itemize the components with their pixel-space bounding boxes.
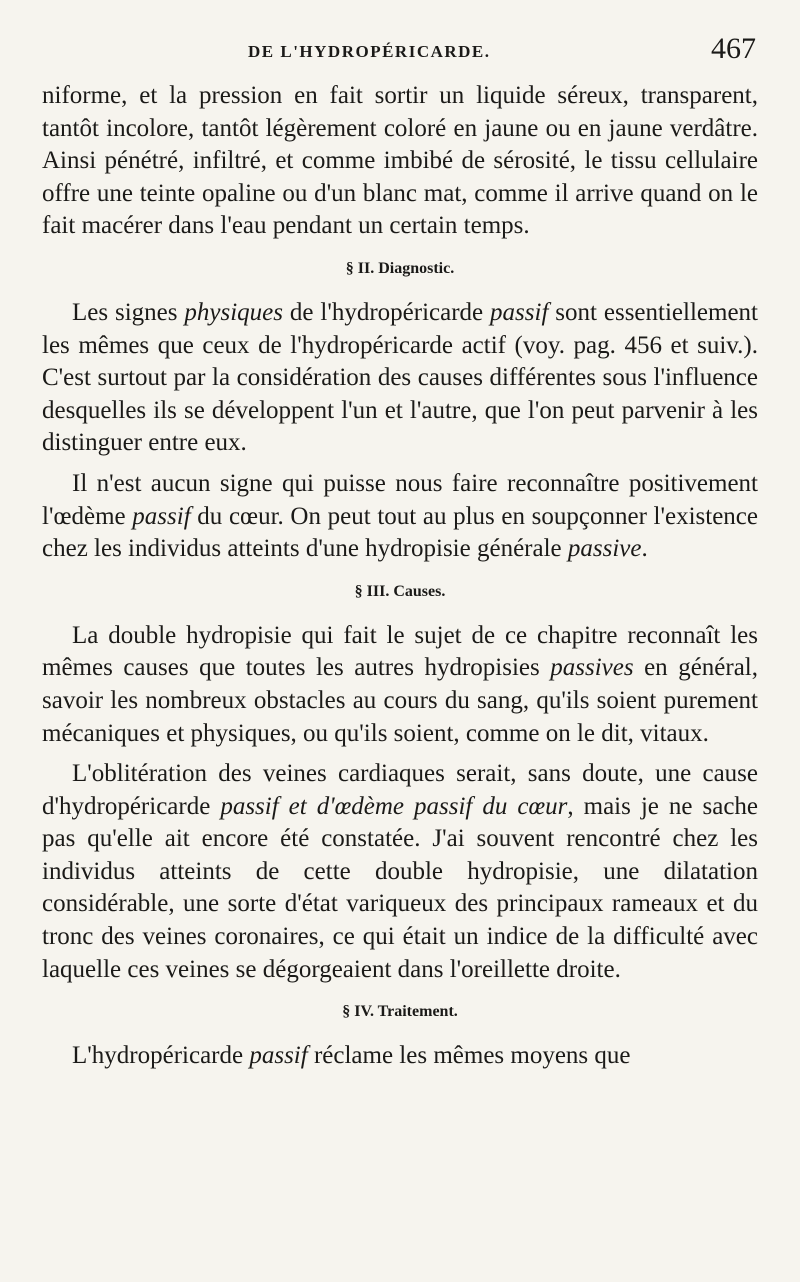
text-run: sont essentiellement les mêmes que ceux de l'hydropéricarde actif (voy. pag. 456 et suiv.). C'est surtout par la considération des causes différentes sous l'influence desquelles ils se développent l'un et l'autre, que l'on peut parvenir à les distinguer entre eux. xyxy=(42,298,758,457)
text-run: L'hydropéricarde xyxy=(72,1042,250,1070)
section-heading-treatment: § IV. Traitement. xyxy=(342,1003,458,1021)
diagnostic-paragraph-2 xyxy=(42,468,758,566)
page-number: 467 xyxy=(711,32,756,65)
italic-run: passif xyxy=(490,298,549,326)
causes-paragraph-2 xyxy=(42,758,758,986)
text-run: Il n'est aucun signe qui puisse nous faire reconnaître positivement l'œdème xyxy=(42,469,758,530)
text-run: L'oblitération des veines cardiaques serait, sans doute, une cause d'hydropéricarde xyxy=(42,760,758,820)
text-run: . xyxy=(641,535,648,563)
text-run: de l'hydropéricarde xyxy=(283,298,491,326)
causes-paragraph-1 xyxy=(42,620,758,750)
diagnostic-paragraph-1 xyxy=(42,297,758,460)
italic-run: passif xyxy=(249,1042,308,1070)
italic-run: physiques xyxy=(184,298,283,326)
italic-run: passive xyxy=(567,535,642,563)
italic-run: passives xyxy=(550,654,634,682)
intro-paragraph: niforme, et la pression en fait sortir un liquide séreux, transparent, tantôt incolore, tantôt légèrement coloré en jaune ou en jaune verdâtre. Ainsi pénétré, infiltré, et comme imbibé de sérosité, le tissu cellulaire offre une teinte opaline ou d'un blanc mat, comme il arrive quand on le fait macérer dans l'eau pendant un certain temps. xyxy=(42,82,758,240)
section-heading-causes: § III. Causes. xyxy=(354,582,446,600)
paragraph-gap xyxy=(42,460,758,468)
text-run: du cœur. On peut tout au plus en soupçonner l'existence chez les individus atteints d'une hydropisie générale xyxy=(42,502,758,563)
text-run: réclame les mêmes moyens que xyxy=(307,1042,631,1070)
text-run: , mais je ne sache pas qu'elle ait encore été constatée. J'ai souvent rencontré chez les individus atteints de cette double hydropisie, une dilatation considérable, une sorte d'état variqueux des principaux rameaux et du tronc des veines coronaires, ce qui était un indice de la difficulté avec laquelle ces veines se dégorgeaient dans l'oreillette droite. xyxy=(42,792,759,983)
italic-run: passif et d'œdème passif du cœur xyxy=(220,792,568,820)
text-run: La double hydropisie qui fait le sujet de ce chapitre reconnaît les mêmes causes que toutes les autres hydropisies xyxy=(42,621,758,682)
running-title: DE L'HYDROPÉRICARDE. xyxy=(248,42,491,61)
text-run: Les signes xyxy=(72,298,185,326)
text-run: en général, savoir les nombreux obstacles au cours du sang, qu'ils soient purement mécaniques et physiques, ou qu'ils soient, comme on le dit, vitaux. xyxy=(42,654,759,747)
italic-run: passif xyxy=(132,502,191,530)
paragraph-gap xyxy=(42,750,758,758)
section-heading-diagnostic: § II. Diagnostic. xyxy=(345,259,455,277)
treatment-paragraph-1 xyxy=(42,1040,758,1073)
page-body xyxy=(42,80,758,1073)
